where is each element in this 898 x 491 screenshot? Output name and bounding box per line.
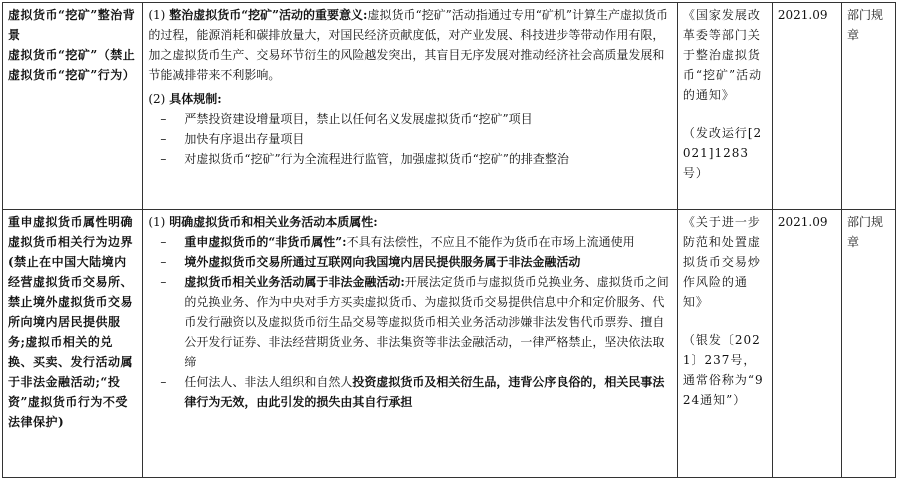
- level-text: 部门规章: [846, 8, 883, 42]
- date-cell: [772, 210, 841, 478]
- table-row: [3, 3, 896, 210]
- source-cell: [677, 210, 772, 478]
- dash-marker: –: [160, 112, 167, 126]
- list-item-bold: 境外虚拟货币交易所通过互联网向我国境内居民提供服务属于非法金融活动: [184, 255, 581, 269]
- dash-marker: –: [160, 132, 167, 146]
- list-item-text: [184, 232, 672, 252]
- list-item-bold: 虚拟货币相关业务活动属于非法金融活动:: [184, 275, 405, 289]
- content-cell: [143, 3, 678, 210]
- date-text: 2021.09: [777, 8, 828, 22]
- list-item: [160, 129, 672, 149]
- dash-marker: –: [160, 255, 167, 269]
- date-text: 2021.09: [777, 215, 828, 229]
- source-title: 《国家发展改革委等部门关于整治虚拟货币“挖矿”活动的通知》: [682, 8, 763, 102]
- topic-text: 重申虚拟货币属性明确虚拟货币相关行为边界(禁止在中国大陆境内经营虚拟货币交易所、禁止境外虚拟货币交易所向境内居民提供服务;虚拟币相关的兑换、买卖、发行活动属于非法金融活动;“投资”虚拟货币行为不受法律保护): [8, 215, 134, 429]
- list-item: [160, 232, 672, 252]
- content-cell: [143, 210, 678, 478]
- list-item-body: 不具有法偿性，不应且不能作为货币在市场上流通使用: [346, 235, 635, 249]
- dash-marker: –: [160, 275, 167, 289]
- list-item-body: 开展法定货币与虚拟货币兑换业务、虚拟货币之间的兑换业务、作为中央对手方买卖虚拟货币、为虚拟货币交易提供信息中介和定价服务、代币发行融资以及虚拟货币衍生品交易等虚拟货币相关业务活动涉嫌非法发售代币票券、擅自公开发行证券、非法经营期货业务、非法集资等非法金融活动，一律严格禁止，坚决依法取缔: [184, 275, 669, 369]
- list-item-text: 严禁投资建设增量项目，禁止以任何名义发展虚拟货币“挖矿”项目: [184, 112, 533, 126]
- list-item-bold: 重申虚拟货币的“非货币属性”:: [184, 235, 347, 249]
- level-text: 部门规章: [846, 215, 883, 249]
- source-cell: [677, 3, 772, 210]
- section-text: 虚拟货币“挖矿”活动指通过专用“矿机”计算生产虚拟货币的过程，能源消耗和碳排放量大，对国民经济贡献度低，对产业发展、科技进步等带动作用有限，加之虚拟货币生产、交易环节衍生的风险越发突出，其盲目无序发展对推动经济社会高质量发展和节能减排带来不利影响。: [148, 8, 668, 82]
- list-item: [160, 252, 672, 272]
- topic-cell: [3, 3, 143, 210]
- list-item-text: [184, 272, 672, 372]
- section-heading: 具体规制:: [169, 92, 222, 106]
- source-number: （银发〔2021〕237号，通常俗称为“924通知”）: [682, 333, 764, 407]
- section-heading: 整治虚拟货币“挖矿”活动的重要意义:: [169, 8, 368, 22]
- topic-text: 虚拟货币“挖矿”整治背景 虚拟货币“挖矿”（禁止虚拟货币“挖矿”行为）: [8, 8, 136, 82]
- level-cell: [841, 210, 895, 478]
- dash-marker: –: [160, 235, 167, 249]
- date-cell: [772, 3, 841, 210]
- list-item-text: 加快有序退出存量项目: [184, 132, 305, 146]
- section-heading: 明确虚拟货币和相关业务活动本质属性:: [169, 215, 378, 229]
- list-item: [160, 372, 672, 412]
- list-item: [160, 272, 672, 372]
- dash-marker: –: [160, 375, 167, 389]
- section-1: [148, 5, 672, 85]
- source-number: （发改运行[2021]1283号）: [682, 126, 763, 180]
- list-item-bold: 投资虚拟货币及相关衍生品，违背公序良俗的，相关民事法律行为无效，由此引发的损失由其自行承担: [184, 375, 665, 409]
- table-row: [3, 210, 896, 478]
- list-item-text: [184, 252, 672, 272]
- list-item-text: 对虚拟货币“挖矿”行为全流程进行监管，加强虚拟货币“挖矿”的排查整治: [184, 152, 569, 166]
- dash-marker: –: [160, 152, 167, 166]
- section-number: (1): [148, 215, 166, 229]
- topic-cell: [3, 210, 143, 478]
- section-number: (1): [148, 8, 166, 22]
- list-item: [160, 149, 672, 169]
- level-cell: [841, 3, 895, 210]
- list-item-text: [184, 372, 672, 412]
- source-title: 《关于进一步防范和处置虚拟货币交易炒作风险的通知》: [682, 215, 761, 309]
- section-number: (2): [148, 92, 166, 106]
- list-item-pre: 任何法人、非法人组织和自然人: [184, 375, 353, 389]
- section-1: [148, 212, 672, 232]
- section-2: [148, 89, 672, 109]
- regulation-table: [2, 2, 896, 478]
- list-item: [160, 109, 672, 129]
